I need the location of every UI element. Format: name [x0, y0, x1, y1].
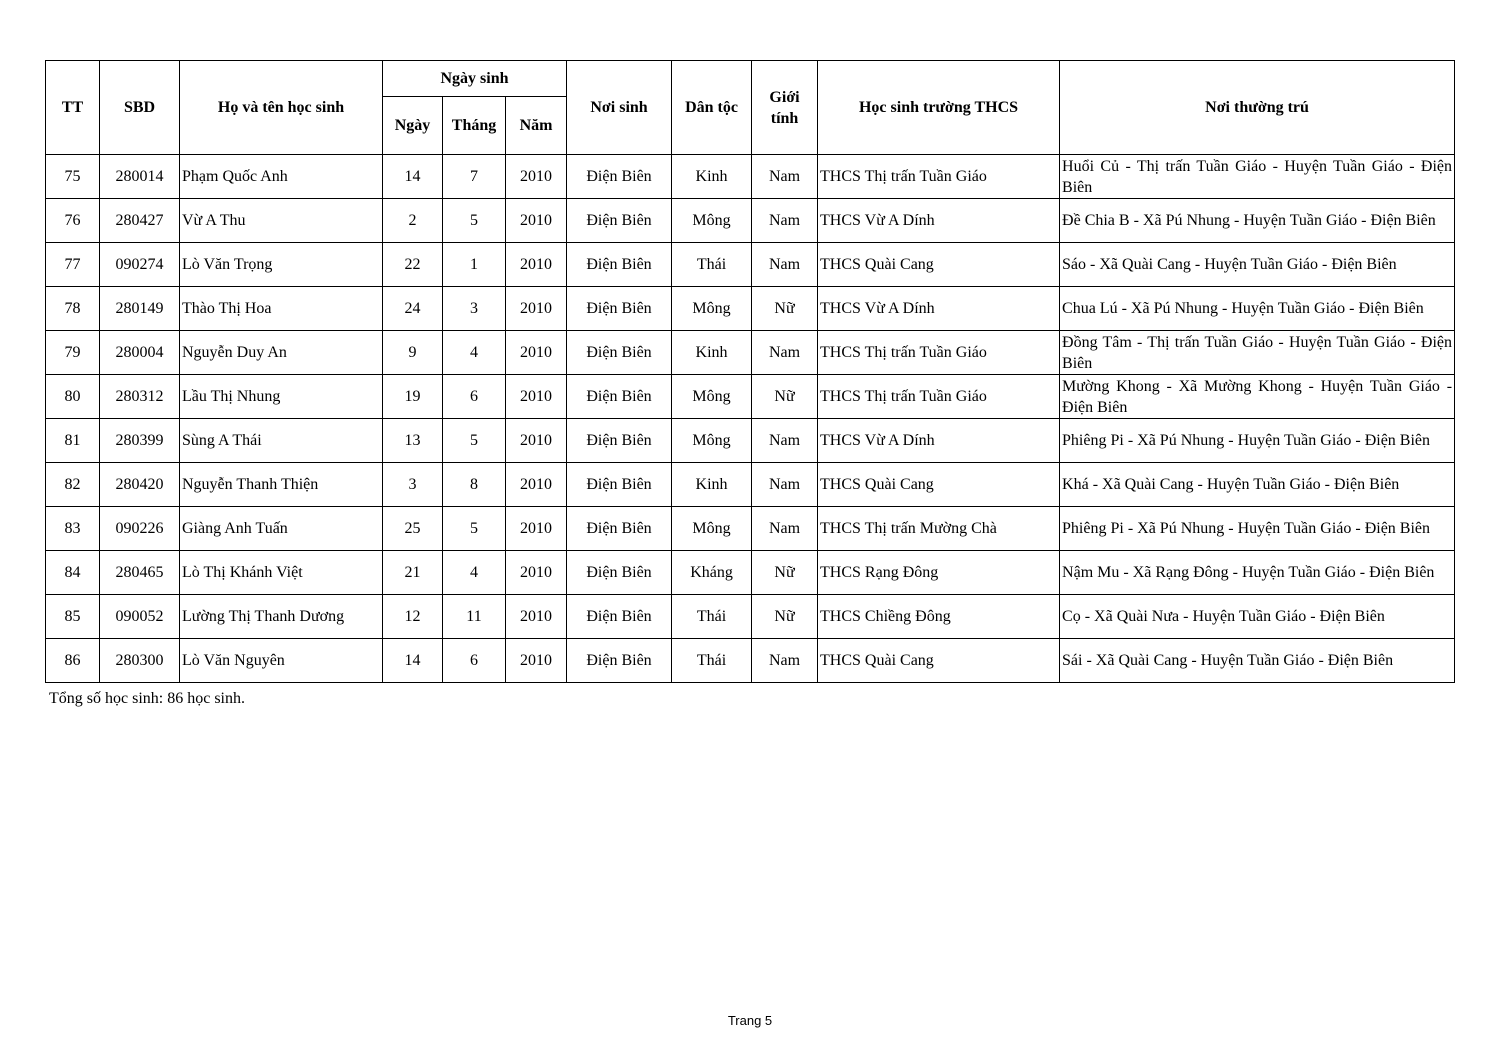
cell-sbd: 280312: [100, 375, 180, 419]
cell-ethnicity: Mông: [672, 507, 752, 551]
cell-gender: Nữ: [752, 595, 818, 639]
cell-birthplace: Điện Biên: [567, 287, 672, 331]
cell-residence: Nậm Mu - Xã Rạng Đông - Huyện Tuần Giáo - Điện Biên: [1060, 551, 1455, 595]
header-sbd: SBD: [100, 61, 180, 155]
cell-year: 2010: [506, 639, 567, 683]
table-row: [46, 595, 1455, 639]
cell-ethnicity: Thái: [672, 595, 752, 639]
table-row: [46, 639, 1455, 683]
cell-residence: Đề Chia B - Xã Pú Nhung - Huyện Tuần Giáo - Điện Biên: [1060, 199, 1455, 243]
cell-residence: Sáo - Xã Quài Cang - Huyện Tuần Giáo - Điện Biên: [1060, 243, 1455, 287]
cell-birthplace: Điện Biên: [567, 507, 672, 551]
table-row: [46, 155, 1455, 199]
cell-name: Sùng A Thái: [180, 419, 383, 463]
cell-tt: 82: [46, 463, 100, 507]
cell-ethnicity: Mông: [672, 375, 752, 419]
cell-month: 5: [443, 507, 506, 551]
cell-birthplace: Điện Biên: [567, 199, 672, 243]
header-name: Họ và tên học sinh: [180, 61, 383, 155]
cell-tt: 80: [46, 375, 100, 419]
cell-month: 3: [443, 287, 506, 331]
cell-birthplace: Điện Biên: [567, 155, 672, 199]
cell-name: Vừ A Thu: [180, 199, 383, 243]
header-day: Ngày: [383, 97, 443, 155]
cell-tt: 83: [46, 507, 100, 551]
table-row: [46, 551, 1455, 595]
cell-ethnicity: Mông: [672, 199, 752, 243]
student-table: [45, 60, 1455, 683]
cell-sbd: 280420: [100, 463, 180, 507]
cell-sbd: 090052: [100, 595, 180, 639]
cell-school: THCS Vừ A Dính: [818, 199, 1060, 243]
cell-month: 5: [443, 199, 506, 243]
header-birthplace: Nơi sinh: [567, 61, 672, 155]
cell-year: 2010: [506, 199, 567, 243]
cell-ethnicity: Kinh: [672, 155, 752, 199]
cell-residence: Phiêng Pi - Xã Pú Nhung - Huyện Tuần Giáo - Điện Biên: [1060, 419, 1455, 463]
cell-school: THCS Thị trấn Tuần Giáo: [818, 375, 1060, 419]
cell-year: 2010: [506, 375, 567, 419]
cell-day: 3: [383, 463, 443, 507]
table-row: [46, 199, 1455, 243]
cell-ethnicity: Thái: [672, 639, 752, 683]
cell-year: 2010: [506, 419, 567, 463]
cell-day: 25: [383, 507, 443, 551]
cell-school: THCS Quài Cang: [818, 243, 1060, 287]
cell-name: Lường Thị Thanh Dương: [180, 595, 383, 639]
table-row: [46, 287, 1455, 331]
cell-gender: Nam: [752, 243, 818, 287]
header-month: Tháng: [443, 97, 506, 155]
cell-year: 2010: [506, 155, 567, 199]
cell-birthplace: Điện Biên: [567, 243, 672, 287]
cell-school: THCS Thị trấn Mường Chà: [818, 507, 1060, 551]
cell-sbd: 280014: [100, 155, 180, 199]
cell-gender: Nam: [752, 331, 818, 375]
cell-residence: Cọ - Xã Quài Nưa - Huyện Tuần Giáo - Điện Biên: [1060, 595, 1455, 639]
cell-school: THCS Rạng Đông: [818, 551, 1060, 595]
cell-year: 2010: [506, 595, 567, 639]
cell-birthplace: Điện Biên: [567, 375, 672, 419]
cell-name: Thào Thị Hoa: [180, 287, 383, 331]
cell-ethnicity: Mông: [672, 419, 752, 463]
cell-birthplace: Điện Biên: [567, 463, 672, 507]
cell-year: 2010: [506, 331, 567, 375]
cell-year: 2010: [506, 287, 567, 331]
cell-name: Lầu Thị Nhung: [180, 375, 383, 419]
cell-birthplace: Điện Biên: [567, 551, 672, 595]
cell-day: 14: [383, 639, 443, 683]
cell-residence: Khá - Xã Quài Cang - Huyện Tuần Giáo - Điện Biên: [1060, 463, 1455, 507]
cell-year: 2010: [506, 243, 567, 287]
cell-school: THCS Quài Cang: [818, 639, 1060, 683]
cell-day: 24: [383, 287, 443, 331]
cell-birthplace: Điện Biên: [567, 419, 672, 463]
cell-sbd: 090274: [100, 243, 180, 287]
cell-name: Nguyễn Duy An: [180, 331, 383, 375]
header-ethnicity: Dân tộc: [672, 61, 752, 155]
cell-tt: 78: [46, 287, 100, 331]
cell-gender: Nam: [752, 463, 818, 507]
cell-ethnicity: Kinh: [672, 463, 752, 507]
table-row: [46, 375, 1455, 419]
cell-month: 11: [443, 595, 506, 639]
cell-gender: Nam: [752, 199, 818, 243]
cell-school: THCS Thị trấn Tuần Giáo: [818, 331, 1060, 375]
table-row: [46, 419, 1455, 463]
table-header: [46, 61, 1455, 155]
cell-birthplace: Điện Biên: [567, 639, 672, 683]
cell-gender: Nữ: [752, 551, 818, 595]
cell-day: 14: [383, 155, 443, 199]
cell-name: Phạm Quốc Anh: [180, 155, 383, 199]
cell-tt: 79: [46, 331, 100, 375]
cell-tt: 85: [46, 595, 100, 639]
cell-tt: 76: [46, 199, 100, 243]
header-dob-group: Ngày sinh: [383, 61, 567, 97]
cell-ethnicity: Thái: [672, 243, 752, 287]
cell-tt: 77: [46, 243, 100, 287]
table-body: [46, 155, 1455, 683]
header-year: Năm: [506, 97, 567, 155]
cell-day: 19: [383, 375, 443, 419]
header-tt: TT: [46, 61, 100, 155]
cell-tt: 75: [46, 155, 100, 199]
cell-gender: Nữ: [752, 287, 818, 331]
cell-school: THCS Chiềng Đông: [818, 595, 1060, 639]
cell-tt: 81: [46, 419, 100, 463]
table-row: [46, 507, 1455, 551]
cell-residence: Đồng Tâm - Thị trấn Tuần Giáo - Huyện Tuần Giáo - Điện Biên: [1060, 331, 1455, 375]
table-row: [46, 331, 1455, 375]
cell-gender: Nam: [752, 419, 818, 463]
total-students-note: Tổng số học sinh: 86 học sinh.: [49, 690, 245, 707]
cell-day: 13: [383, 419, 443, 463]
table-row: [46, 243, 1455, 287]
cell-day: 21: [383, 551, 443, 595]
cell-year: 2010: [506, 551, 567, 595]
cell-residence: Huổi Củ - Thị trấn Tuần Giáo - Huyện Tuần Giáo - Điện Biên: [1060, 155, 1455, 199]
cell-gender: Nữ: [752, 375, 818, 419]
cell-month: 8: [443, 463, 506, 507]
cell-name: Lò Văn Nguyên: [180, 639, 383, 683]
header-residence: Nơi thường trú: [1060, 61, 1455, 155]
cell-sbd: 280149: [100, 287, 180, 331]
cell-residence: Phiêng Pi - Xã Pú Nhung - Huyện Tuần Giáo - Điện Biên: [1060, 507, 1455, 551]
cell-day: 2: [383, 199, 443, 243]
cell-ethnicity: Mông: [672, 287, 752, 331]
cell-month: 6: [443, 639, 506, 683]
cell-month: 4: [443, 551, 506, 595]
cell-tt: 86: [46, 639, 100, 683]
table-row: [46, 463, 1455, 507]
cell-name: Lò Văn Trọng: [180, 243, 383, 287]
cell-ethnicity: Kinh: [672, 331, 752, 375]
cell-day: 22: [383, 243, 443, 287]
cell-month: 5: [443, 419, 506, 463]
cell-gender: Nam: [752, 639, 818, 683]
cell-day: 9: [383, 331, 443, 375]
cell-birthplace: Điện Biên: [567, 331, 672, 375]
cell-day: 12: [383, 595, 443, 639]
cell-month: 6: [443, 375, 506, 419]
cell-name: Nguyễn Thanh Thiện: [180, 463, 383, 507]
header-school: Học sinh trường THCS: [818, 61, 1060, 155]
cell-residence: Mường Khong - Xã Mường Khong - Huyện Tuần Giáo - Điện Biên: [1060, 375, 1455, 419]
cell-year: 2010: [506, 463, 567, 507]
cell-month: 7: [443, 155, 506, 199]
cell-gender: Nam: [752, 155, 818, 199]
cell-residence: Chua Lú - Xã Pú Nhung - Huyện Tuần Giáo - Điện Biên: [1060, 287, 1455, 331]
cell-ethnicity: Kháng: [672, 551, 752, 595]
cell-residence: Sái - Xã Quài Cang - Huyện Tuần Giáo - Điện Biên: [1060, 639, 1455, 683]
cell-sbd: 280300: [100, 639, 180, 683]
cell-month: 4: [443, 331, 506, 375]
cell-year: 2010: [506, 507, 567, 551]
cell-sbd: 280427: [100, 199, 180, 243]
cell-sbd: 280004: [100, 331, 180, 375]
cell-name: Lò Thị Khánh Việt: [180, 551, 383, 595]
cell-sbd: 090226: [100, 507, 180, 551]
cell-school: THCS Vừ A Dính: [818, 419, 1060, 463]
cell-month: 1: [443, 243, 506, 287]
cell-school: THCS Vừ A Dính: [818, 287, 1060, 331]
cell-sbd: 280465: [100, 551, 180, 595]
cell-birthplace: Điện Biên: [567, 595, 672, 639]
cell-name: Giàng Anh Tuấn: [180, 507, 383, 551]
page-number: Trang 5: [727, 1013, 773, 1028]
cell-school: THCS Quài Cang: [818, 463, 1060, 507]
cell-sbd: 280399: [100, 419, 180, 463]
cell-tt: 84: [46, 551, 100, 595]
cell-gender: Nam: [752, 507, 818, 551]
cell-school: THCS Thị trấn Tuần Giáo: [818, 155, 1060, 199]
header-gender: Giới tính: [752, 61, 818, 155]
